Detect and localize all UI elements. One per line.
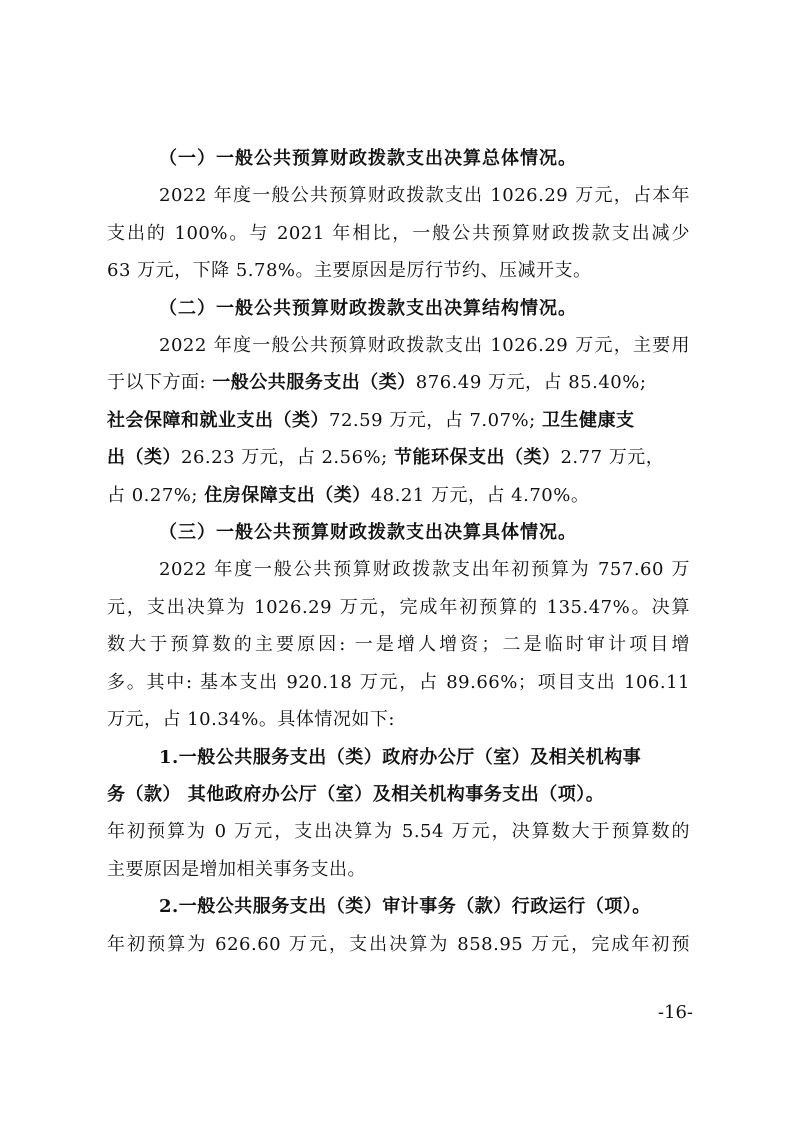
text-run: 于以下方面: — [107, 372, 213, 394]
item-title-1-cont: 务（款） 其他政府办公厅（室）及相关机构事务支出（项）。 — [107, 783, 605, 805]
text-run: 26.23 万元，占 2.56%; — [181, 447, 394, 469]
paragraph-line: 元，支出决算为 1026.29 万元，完成年初预算的 135.47%。决算 — [107, 596, 690, 618]
text-run: 2.77 万元， — [560, 447, 665, 469]
item-title-1: 1.一般公共服务支出（类）政府办公厅（室）及相关机构事 — [159, 746, 642, 768]
category-health-cont: 出（类） — [107, 447, 181, 469]
paragraph-line — [107, 364, 690, 401]
paragraph-line: 万元，占 10.34%。具体情况如下: — [107, 709, 395, 731]
section-heading-3: （三）一般公共预算财政拨款支出决算具体情况。 — [159, 522, 577, 544]
paragraph-line: 63 万元，下降 5.78%。主要原因是厉行节约、压减开支。 — [107, 260, 592, 282]
paragraph-line: 2022 年度一般公共预算财政拨款支出年初预算为 757.60 万 — [159, 559, 690, 581]
paragraph-line — [107, 439, 690, 476]
section-heading-2: （二）一般公共预算财政拨款支出决算结构情况。 — [159, 297, 577, 319]
section-heading-1: （一）一般公共预算财政拨款支出决算总体情况。 — [159, 148, 577, 169]
paragraph-line: 数大于预算数的主要原因: 一是增人增资；二是临时审计项目增 — [107, 634, 690, 656]
paragraph-line: 年初预算为 0 万元，支出决算为 5.54 万元，决算数大于预算数的 — [107, 821, 690, 843]
category-general-public-services: 一般公共服务支出（类） — [212, 372, 416, 394]
paragraph-line — [107, 402, 690, 439]
document-body — [107, 140, 690, 963]
category-social-security: 社会保障和就业支出（类） — [107, 409, 329, 431]
category-health: 卫生健康支 — [541, 409, 635, 431]
paragraph-line: 2022 年度一般公共预算财政拨款支出 1026.29 万元，占本年 — [159, 185, 690, 207]
text-run: 48.21 万元，占 4.70%。 — [370, 484, 590, 506]
category-housing: 住房保障支出（类） — [204, 484, 371, 506]
paragraph-line: 多。其中: 基本支出 920.18 万元，占 89.66%；项目支出 106.11 — [107, 671, 690, 693]
paragraph-line — [107, 477, 690, 514]
category-energy-environment: 节能环保支出（类） — [393, 447, 561, 469]
paragraph-line: 主要原因是增加相关事务支出。 — [107, 858, 366, 880]
text-run: 占 0.27%; — [107, 484, 205, 506]
text-run: 876.49 万元，占 85.40%; — [415, 372, 647, 394]
paragraph-line: 支出的 100%。与 2021 年相比，一般公共预算财政拨款支出减少 — [107, 222, 690, 244]
text-run: 72.59 万元，占 7.07%; — [329, 409, 542, 431]
paragraph-line: 2022 年度一般公共预算财政拨款支出 1026.29 万元，主要用 — [159, 335, 690, 357]
item-title-2: 2.一般公共服务支出（类）审计事务（款）行政运行（项）。 — [159, 896, 651, 918]
paragraph-line: 年初预算为 626.60 万元，支出决算为 858.95 万元，完成年初预 — [107, 933, 690, 955]
page-number: -16- — [657, 1002, 693, 1023]
